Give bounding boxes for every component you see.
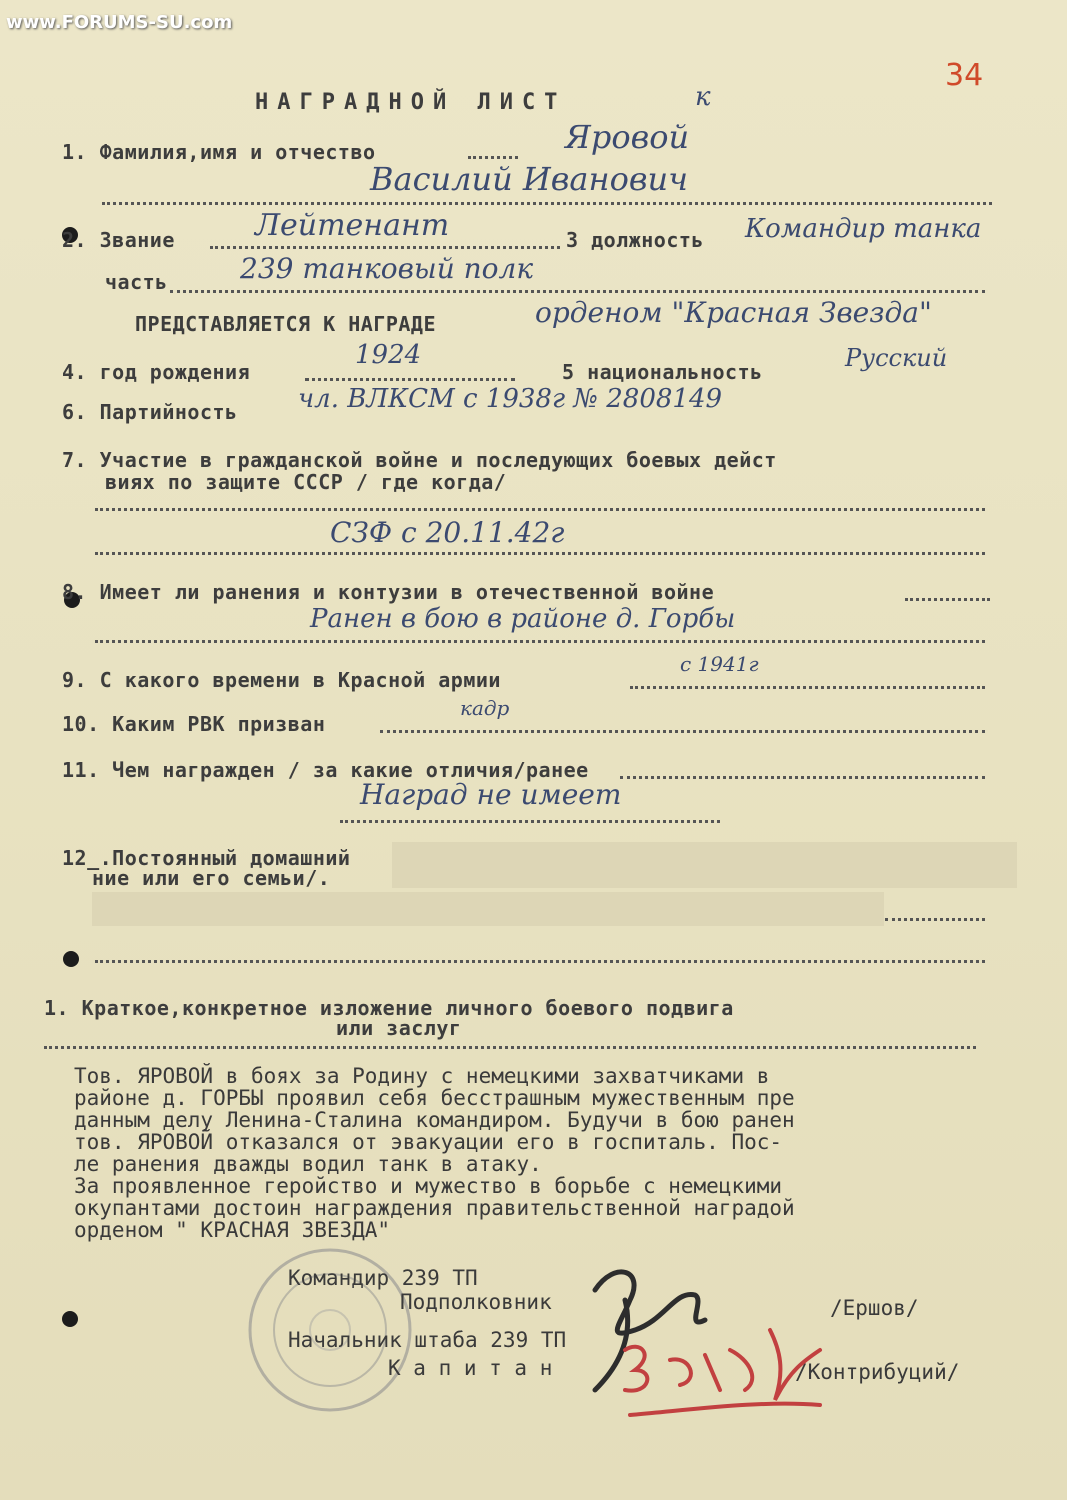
- field-7-label-line2: виях по защите СССР / где когда/: [105, 470, 507, 494]
- award-value: орденом "Красная Звезда": [535, 296, 932, 329]
- chief-signature-icon: [610, 1310, 830, 1430]
- punch-hole-4: [62, 1311, 78, 1327]
- title-suffix: к: [695, 82, 711, 112]
- section-heading-line1: 1. Краткое,конкретное изложение личного боевого подвига: [44, 996, 734, 1020]
- field-4-value: 1924: [355, 340, 422, 370]
- field-9-label: 9. С какого времени в Красной армии: [62, 668, 501, 692]
- field-5-label: 5 национальность: [562, 360, 763, 384]
- field-9-value: с 1941г: [680, 652, 759, 676]
- field-6-value: чл. ВЛКСМ с 1938г № 2808149: [298, 384, 723, 414]
- redacted-address-2: [92, 892, 884, 926]
- unit-value: 239 танковый полк: [240, 252, 534, 285]
- chief-rank: К а п и т а н: [388, 1356, 553, 1380]
- field-6-label: 6. Партийность: [62, 400, 238, 424]
- narrative-line-7: окупантами достоин награждения правительственной наградой: [74, 1196, 795, 1220]
- narrative-line-8: орденом " КРАСНАЯ ЗВЕЗДА": [74, 1218, 391, 1242]
- field-12-label-line1: 12_.Постоянный домашний: [62, 846, 351, 870]
- field-4-label: 4. год рождения: [62, 360, 251, 384]
- field-1-surname: Яровой: [565, 118, 690, 156]
- field-1-name: Василий Иванович: [370, 160, 688, 198]
- section-heading-line2: или заслуг: [336, 1016, 462, 1040]
- redacted-address-1: [392, 842, 1017, 888]
- field-11-label: 11. Чем награжден / за какие отличия/ранее: [62, 758, 589, 782]
- field-3-value: Командир танка: [745, 214, 982, 244]
- field-1-label: 1. Фамилия,имя и отчество: [62, 140, 376, 164]
- field-5-value: Русский: [845, 344, 948, 372]
- commander-name: /Ершов/: [830, 1296, 919, 1320]
- field-8-value: Ранен в бою в районе д. Горбы: [310, 604, 736, 634]
- award-label: ПРЕДСТАВЛЯЕТСЯ К НАГРАДЕ: [135, 312, 436, 336]
- chief-name: /Контрибуций/: [795, 1360, 960, 1384]
- punch-hole-3: [63, 951, 79, 967]
- field-7-value: СЗФ с 20.11.42г: [330, 516, 565, 549]
- chief-title: Начальник штаба 239 ТП: [288, 1328, 567, 1352]
- field-10-value: кадр: [460, 696, 510, 720]
- page-number: 34: [945, 58, 984, 93]
- narrative-line-1: Тов. ЯРОВОЙ в боях за Родину с немецкими захватчиками в: [74, 1064, 770, 1088]
- watermark: www.FORUMS-SU.com: [6, 12, 233, 33]
- narrative-line-4: тов. ЯРОВОЙ отказался от эвакуации его в госпиталь. Пос-: [74, 1130, 783, 1154]
- narrative-line-3: данным делу Ленина-Сталина командиром. Будучи в бою ранен: [74, 1108, 795, 1132]
- commander-rank: Подполковник: [400, 1290, 552, 1314]
- field-2-value: Лейтенант: [255, 208, 450, 243]
- field-12-label-line2: ние или его семьи/.: [92, 866, 331, 890]
- field-10-label: 10. Каким РВК призван: [62, 712, 326, 736]
- field-11-value: Наград не имеет: [360, 778, 622, 811]
- narrative-line-2: районе д. ГОРБЫ проявил себя бесстрашным мужественным пре: [74, 1086, 795, 1110]
- narrative-line-5: ле ранения дважды водил танк в атаку.: [74, 1152, 542, 1176]
- field-8-label: 8. Имеет ли ранения и контузии в отечественной войне: [62, 580, 715, 604]
- field-7-label-line1: 7. Участие в гражданской войне и последующих боевых дейст: [62, 448, 777, 472]
- commander-title: Командир 239 ТП: [288, 1266, 478, 1290]
- field-2-label: 2. Звание: [62, 228, 175, 252]
- document-title: НАГРАДНОЙ ЛИСТ: [255, 90, 567, 115]
- narrative-line-6: За проявленное геройство и мужество в борьбе с немецкими: [74, 1174, 783, 1198]
- unit-label: часть: [105, 270, 168, 294]
- field-3-label: 3 должность: [566, 228, 704, 252]
